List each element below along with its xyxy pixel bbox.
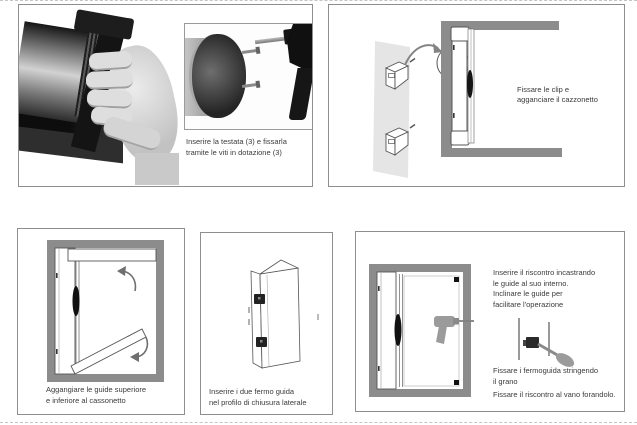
guide-top-bar <box>68 249 156 261</box>
caption-line: il grano <box>493 376 518 386</box>
caption-line: agganciare il cazzonetto <box>517 95 598 104</box>
roller-end-cap <box>189 34 246 118</box>
caption-line: nel profilo di chiusura laterale <box>209 398 307 407</box>
caption-line: Inclinare le guide per <box>493 289 563 298</box>
hand-finger <box>88 51 132 72</box>
fixing-point <box>454 277 459 282</box>
screw-icon <box>242 83 257 88</box>
caption-line: Inserire i due fermo guida <box>209 387 295 396</box>
caption-line: facilitare l'operazione <box>493 299 564 309</box>
panel-fix-striker <box>355 231 625 412</box>
drill-icon <box>287 23 313 74</box>
instruction-tighten-grub <box>493 366 598 387</box>
caption-guide-stops <box>209 386 307 408</box>
caption-hook-guides <box>46 384 146 406</box>
page-cut-line-top <box>0 0 637 1</box>
drill-handle <box>288 68 313 120</box>
side-closure-profile <box>251 260 300 368</box>
instruction-fix-striker <box>493 390 616 401</box>
panel-fix-clips <box>328 4 625 187</box>
caption-insert-headpiece <box>186 136 287 158</box>
caption-line: tramite le viti in dotazione (3) <box>186 148 282 157</box>
caption-line: Fissare i fermoguida stringendo <box>493 366 599 375</box>
caption-line: Aggangiare le guide superiore <box>46 385 147 394</box>
instruction-insert-striker <box>493 268 595 310</box>
slot-lens <box>395 314 402 346</box>
caption-line: Fissare le clip e <box>517 85 570 94</box>
screw-icon <box>242 49 257 54</box>
screwing-inset-photo <box>184 23 313 130</box>
caption-line: le guide al suo interno. <box>493 278 569 288</box>
hand-finger <box>87 89 133 109</box>
caption-fix-clips <box>517 85 598 105</box>
panel-insert-headpiece <box>18 4 313 187</box>
guide-stop-clip <box>256 337 267 347</box>
fixing-point <box>454 380 459 385</box>
hand-wrist <box>135 153 179 185</box>
caption-line: Inserire la testata (3) e fissarla <box>186 137 287 146</box>
panel-guide-stops <box>200 232 333 415</box>
slot-lens <box>73 286 80 316</box>
caption-line: e inferiore al cassonetto <box>46 396 126 405</box>
tighten-grub-screw-illustration <box>519 318 576 370</box>
panel-hook-guides <box>17 228 185 415</box>
headpiece-photo <box>19 5 179 185</box>
caption-line: Inserire il riscontro incastrando <box>493 268 596 277</box>
guide-stop-clip <box>526 337 539 348</box>
slot-lens <box>467 70 473 98</box>
wall-strip <box>373 41 410 178</box>
caption-line: Fissare il riscontro al vano forandolo. <box>493 390 616 399</box>
cassonetto-side <box>55 248 80 374</box>
page-cut-line-bottom <box>0 422 637 423</box>
guide-stop-clip <box>254 294 265 304</box>
hand-finger <box>86 70 134 90</box>
